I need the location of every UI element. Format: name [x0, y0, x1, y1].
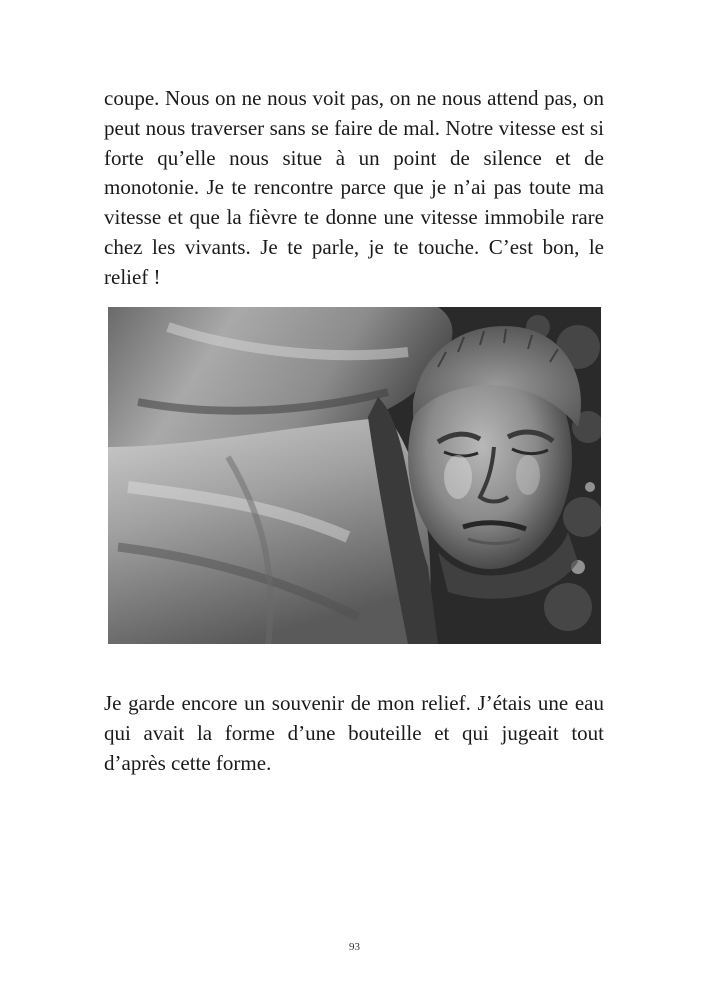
- page-number: 93: [349, 941, 360, 953]
- paragraph-1: coupe. Nous on ne nous voit pas, on ne nous attend pas, on peut nous traverser sans se faire de mal. Notre vitesse est si forte qu’elle nous situe à un point de silence et de monotonie. Je te rencontre parce que je n’ai pas toute ma vitesse et que la fièvre te donne une vitesse immobile rare chez les vivants. Je te parle, je te touche. C’est bon, le relief !: [104, 86, 604, 289]
- paragraph-2: Je garde encore un souvenir de mon relief. J’étais une eau qui avait la forme d’une bouteille et qui jugeait tout d’après cette forme.: [104, 691, 604, 775]
- sculpture-photograph: [108, 307, 601, 644]
